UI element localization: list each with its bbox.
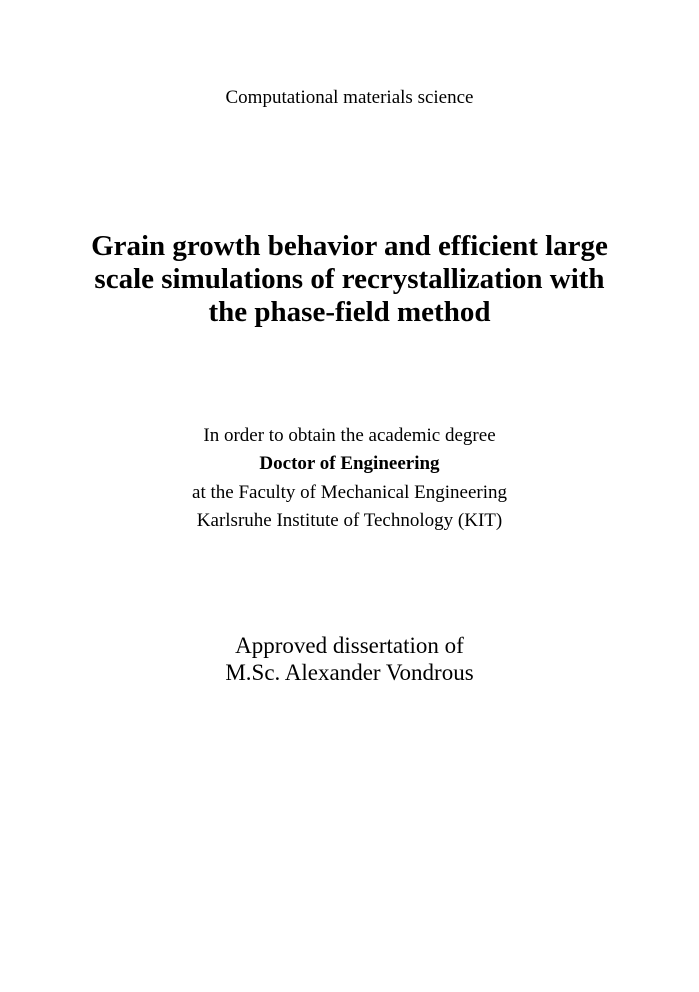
- degree-name: Doctor of Engineering: [259, 453, 440, 474]
- approval-statement: Approved dissertation of: [235, 633, 464, 658]
- title-line-1: Grain growth behavior and efficient large: [91, 230, 608, 262]
- title-line-3: the phase-field method: [208, 296, 491, 328]
- faculty-name: at the Faculty of Mechanical Engineering: [192, 482, 507, 503]
- institution-name: Karlsruhe Institute of Technology (KIT): [196, 510, 503, 531]
- author-name: M.Sc. Alexander Vondrous: [225, 660, 474, 685]
- degree-intro: In order to obtain the academic degree: [203, 425, 496, 446]
- title-line-2: scale simulations of recrystallization with: [94, 263, 605, 295]
- series-name: Computational materials science: [225, 87, 474, 108]
